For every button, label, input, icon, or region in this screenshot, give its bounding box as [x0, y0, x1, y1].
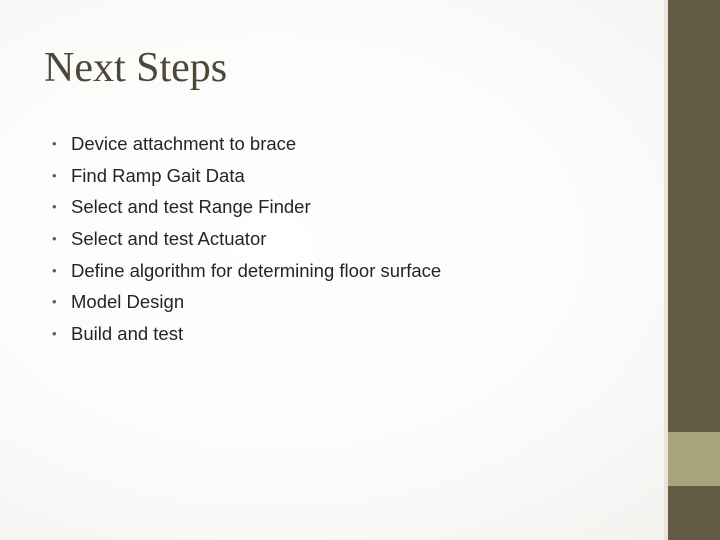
- bullet-text: Select and test Actuator: [71, 228, 267, 250]
- bullet-item: [52, 286, 652, 318]
- bullet-dot-icon: •: [52, 136, 57, 151]
- bullet-dot-icon: •: [52, 326, 57, 342]
- bullet-item: [52, 128, 652, 160]
- bullet-text: Find Ramp Gait Data: [71, 164, 245, 186]
- bullet-text: Define algorithm for determining floor surface: [71, 259, 442, 281]
- bullet-item: [52, 255, 652, 287]
- bullet-dot-icon: •: [52, 199, 57, 215]
- bullet-item: [52, 318, 652, 350]
- bullet-text: Select and test Range Finder: [71, 196, 311, 218]
- bullet-text: Device attachment to brace: [71, 133, 297, 154]
- bullet-item: [52, 223, 652, 255]
- bullet-text: Build and test: [71, 323, 184, 345]
- bullet-text: Model Design: [71, 291, 185, 313]
- bullet-dot-icon: •: [52, 262, 57, 278]
- bullet-item: [52, 160, 652, 192]
- sidebar-accent-block: [668, 432, 720, 486]
- bullet-dot-icon: •: [52, 167, 57, 183]
- bullet-dot-icon: •: [52, 294, 57, 310]
- bullet-item: [52, 191, 652, 223]
- bullet-dot-icon: •: [52, 231, 57, 247]
- slide-title: Next Steps: [44, 45, 228, 91]
- bullet-list: [52, 128, 652, 350]
